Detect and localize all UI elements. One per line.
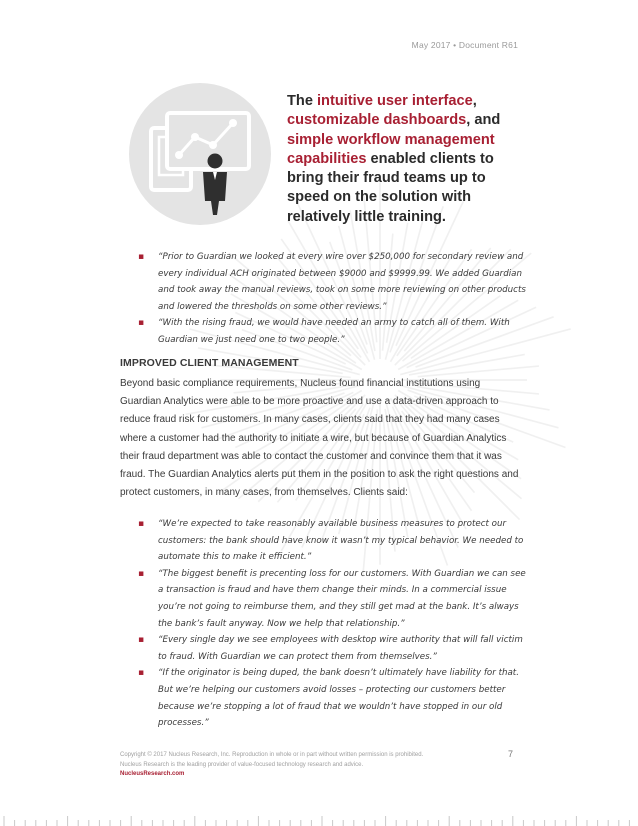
quote-item bbox=[138, 249, 528, 315]
footer bbox=[120, 751, 480, 780]
page-number: 7 bbox=[508, 749, 514, 759]
quote-text: “Prior to Guardian we looked at every wire over $250,000 for secondary review and every individual ACH originated between $9000 and $9999.99. We added Guardian and took away the manual reviews, took on some more reviewing on other products and lowered the thresholds on some other reviews.” bbox=[158, 252, 526, 312]
body-paragraph: Beyond basic compliance requirements, Nucleus found financial institutions using Guardian Analytics were able to be more proactive and use a data-driven approach to reduce fraud risk for customers. In many cases, clients said that they had many cases where a customer had the authority to initiate a wire, but because of Guardian Analytics their fraud department was able to contact the customer and convince them that it was fraud. The Guardian Analytics alerts put them in the position to ask the right questions and protect customers, in many cases, from themselves. Clients said: bbox=[120, 378, 519, 499]
quote-text: “The biggest benefit is precenting loss for our customers. With Guardian we can see a transaction is fraud and have them change their minds. In a commercial issue you’re not going to reimburse them, and they still get mad at the bank. It’s always the bank’s fault anyway. Now we help that relationship.” bbox=[158, 568, 526, 629]
customer-quotes-list bbox=[138, 249, 528, 349]
quote-item bbox=[138, 516, 530, 566]
tagline-text: Nucleus Research is the leading provider of value-focused technology research and advice. bbox=[120, 761, 364, 768]
pull-quote-callout bbox=[287, 92, 527, 227]
ruler-tick-marks bbox=[0, 812, 638, 826]
callout-highlight: customizable dashboards bbox=[287, 112, 467, 129]
document-meta: May 2017 • Document R61 bbox=[411, 40, 518, 50]
customer-quotes-list bbox=[138, 516, 530, 732]
callout-text: , bbox=[472, 93, 477, 109]
bullet-icon: ▪ bbox=[138, 635, 145, 646]
bullet-icon: ▪ bbox=[138, 568, 145, 579]
quote-item bbox=[138, 315, 528, 348]
callout-text: The bbox=[287, 93, 317, 109]
section-heading: IMPROVED CLIENT MANAGEMENT bbox=[120, 357, 299, 369]
quote-item bbox=[138, 665, 530, 731]
dashboard-person-icon bbox=[129, 83, 271, 225]
quote-item bbox=[138, 632, 530, 665]
website-link[interactable]: NucleusResearch.com bbox=[120, 771, 185, 777]
copyright-text: Copyright © 2017 Nucleus Research, Inc. Reproduction in whole or in part without written permission is prohibited. bbox=[120, 752, 424, 758]
quote-text: “If the originator is being duped, the bank doesn’t ultimately have liability for that. But we’re helping our customers avoid losses – protecting our customers better because we’re stopping a lot of fraud that we wouldn’t have stopped in our old processes.” bbox=[158, 668, 519, 729]
bullet-icon: ▪ bbox=[138, 252, 145, 262]
dashboard-person-illustration bbox=[129, 83, 271, 225]
callout-highlight: intuitive user interface bbox=[317, 93, 473, 109]
quote-text: “Every single day we see employees with desktop wire authority that will fall victim to fraud. With Guardian we can protect them from themselves.” bbox=[158, 635, 523, 662]
callout-text: , and bbox=[466, 112, 501, 129]
callout-highlight: simple workflow management capabilities bbox=[287, 131, 495, 167]
bullet-icon: ▪ bbox=[138, 519, 145, 529]
bullet-icon: ▪ bbox=[138, 318, 145, 329]
quote-text: “We’re expected to take reasonably available business measures to protect our customers: the bank should have know it wasn’t my typical behavior. We needed to automate this to make it efficient.” bbox=[158, 519, 524, 563]
bullet-icon: ▪ bbox=[138, 668, 145, 679]
callout-text: enabled clients to bring their fraud teams up to speed on the solution with relatively little training. bbox=[287, 150, 494, 225]
quote-item bbox=[138, 566, 530, 632]
quote-text: “With the rising fraud, we would have needed an army to catch all of them. With Guardian we just need one to two people.” bbox=[158, 318, 510, 345]
